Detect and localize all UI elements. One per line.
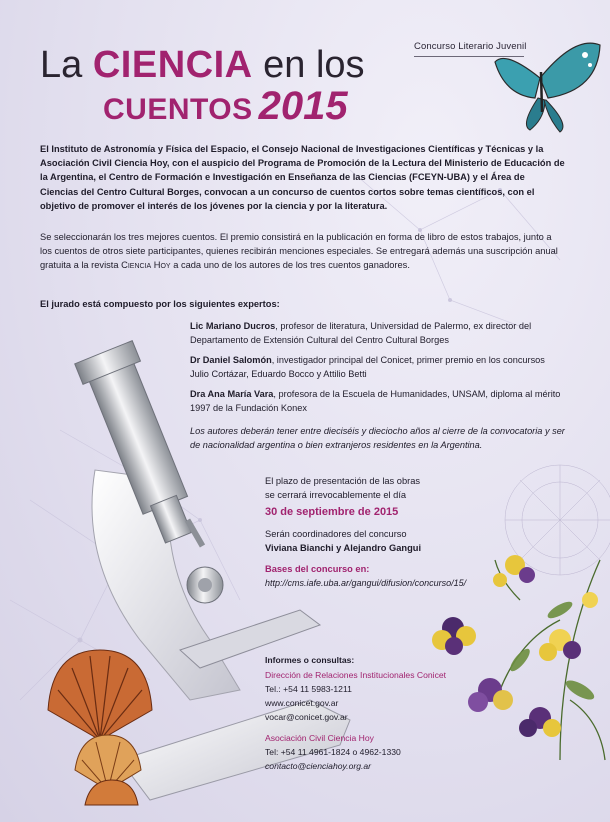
page-title-line-1 — [40, 46, 365, 84]
pansy-flower-4 — [505, 555, 535, 583]
pansy-flower-2 — [468, 678, 513, 712]
ch-tel: Tel: +54 11 4961-1824 o 4962-1330 — [265, 747, 401, 757]
jury-member-desc: , profesora de la Escuela de Humanidades, UNSAM, diploma al mérito 1997 de la Fundación Konex — [190, 389, 561, 413]
conicet-name: Dirección de Relaciones Institucionales Conicet — [265, 670, 447, 680]
title-word-ciencia: CIENCIA — [92, 44, 253, 86]
prize-paragraph — [40, 230, 565, 273]
tag-underline — [414, 56, 524, 57]
title-word-cuentos: CUENTOS — [103, 93, 253, 126]
jury-member-name: Dra Ana María Vara — [190, 389, 274, 399]
coordinators-label: Serán coordinadores del concurso — [265, 529, 407, 539]
page-title-line-2 — [103, 86, 348, 126]
ch-email[interactable]: contacto@cienciahoy.org.ar — [265, 761, 372, 771]
jury-member-desc: , investigador principal del Conicet, primer premio en los concursos Julio Cortázar, Eduardo Bocco y Attilio Betti — [190, 355, 545, 379]
bases-label: Bases del concurso en: — [265, 564, 370, 574]
intro-paragraph: El Instituto de Astronomía y Física del Espacio, el Consejo Nacional de Investigaciones Científicas y Técnicas y la Asociación Civil Ciencia Hoy, con el auspicio del Programa de Promoción de la Lectura del Ministerio de Educación de la Argentina, el Centro de Formación e Investigación en Enseñanza de las Ciencias (FCEYN-UBA) y el Área de Ciencias del Centro Cultural Borges, convocan a un concurso de cuentos cortos sobre temas científicos, con el objetivo de promover el interés de los jóvenes por la ciencia y por la literatura. — [40, 144, 565, 211]
contest-type-label: Concurso Literario Juvenil — [414, 41, 527, 52]
deadline-line-1: El plazo de presentación de las obras — [265, 476, 421, 486]
pansy-flower-6 — [493, 573, 598, 608]
title-year: 2015 — [258, 84, 348, 128]
jury-member-3 — [190, 388, 565, 416]
prize-text-after: a cada uno de los autores de los tres cuentos ganadores. — [170, 260, 410, 271]
conicet-tel: Tel.: +54 11 5983-1211 — [265, 684, 352, 694]
contact-heading: Informes o consultas: — [265, 655, 355, 665]
prize-text-before: Se seleccionarán los tres mejores cuentos. El premio consistirá en la publicación en forma de libro de estos trabajos, junto a los cuentos de otros siete participantes, quienes recibirán menciones especiales. Se entregará además una suscripción anual gratuita a la revista — [40, 232, 558, 271]
bases-url[interactable]: http://cms.iafe.uba.ar/gangui/difusion/concurso/15/ — [265, 578, 467, 588]
jury-member-2 — [190, 354, 565, 382]
deadline-date: 30 de septiembre de 2015 — [265, 506, 399, 518]
jury-member-name: Lic Mariano Ducros — [190, 321, 276, 331]
jury-member-name: Dr Daniel Salomón — [190, 355, 272, 365]
magazine-name: Ciencia Hoy — [121, 260, 171, 271]
conicet-email[interactable]: vocar@conicet.gov.ar — [265, 712, 348, 722]
eligibility-text: Los autores deberán tener entre dieciséis y dieciocho años al cierre de la convocatoria y ser de nacionalidad argentina o bien extranjeros residentes en la Argentina. — [190, 426, 565, 450]
pansy-flower-1 — [432, 617, 476, 655]
conicet-web[interactable]: www.conicet.gov.ar — [265, 698, 339, 708]
ch-name: Asociación Civil Ciencia Hoy — [265, 733, 374, 743]
title-word-en-los: en los — [263, 44, 365, 86]
jury-heading: El jurado está compuesto por los siguientes expertos: — [40, 299, 280, 309]
pansy-flower-5 — [519, 707, 561, 737]
title-word-la: La — [40, 44, 83, 86]
coordinators-names: Viviana Bianchi y Alejandro Gangui — [265, 543, 422, 553]
jury-member-1 — [190, 320, 565, 348]
jury-member-desc: , profesor de literatura, Universidad de Palermo, ex director del Departamento de Extensión Cultural del Centro Cultural Borges — [190, 321, 532, 345]
deadline-line-2: se cerrará irrevocablemente el día — [265, 490, 407, 500]
